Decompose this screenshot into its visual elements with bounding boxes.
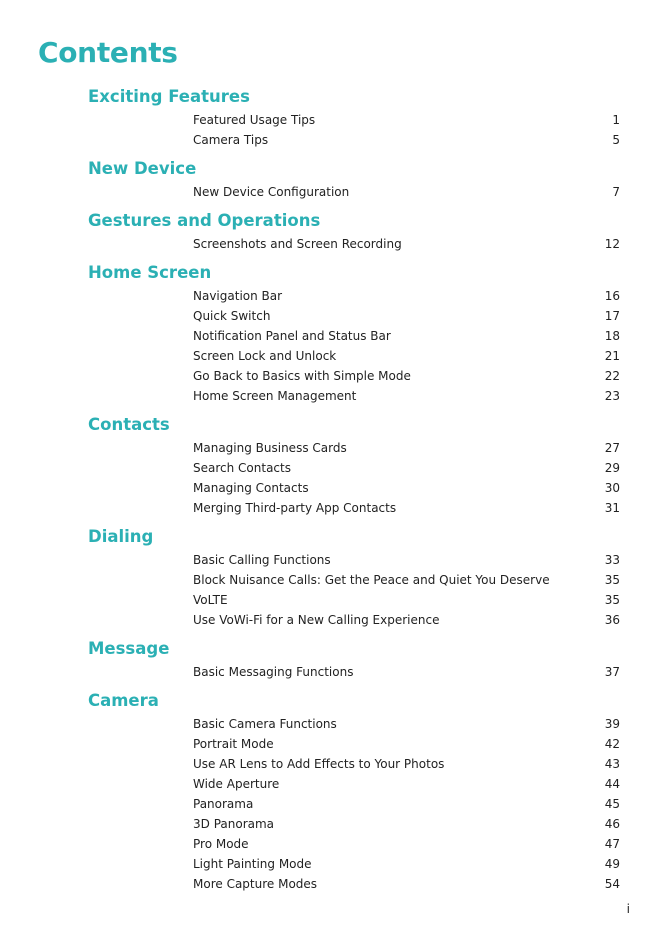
toc-entry[interactable] (193, 438, 620, 458)
toc-entry-label: Basic Camera Functions (193, 717, 337, 731)
toc-entry-label: VoLTE (193, 593, 228, 607)
toc-entry-label: Use AR Lens to Add Effects to Your Photos (193, 757, 445, 771)
page-title: Contents (38, 36, 178, 69)
toc-entry-label: Screenshots and Screen Recording (193, 237, 402, 251)
toc-entry[interactable] (193, 458, 620, 478)
toc-entry-label: Block Nuisance Calls: Get the Peace and Quiet You Deserve (193, 573, 550, 587)
toc-entry-label: Wide Aperture (193, 777, 280, 791)
section-title[interactable]: New Device (88, 159, 197, 178)
toc-entry[interactable] (193, 662, 620, 682)
toc-entry-label: 3D Panorama (193, 817, 275, 831)
toc-entry-label: Notification Panel and Status Bar (193, 329, 391, 343)
toc-entry-page: 12 (604, 237, 620, 251)
toc-entry-label: Screen Lock and Unlock (193, 349, 337, 363)
toc-entry-label: Portrait Mode (193, 737, 274, 751)
entry-list (0, 286, 662, 406)
toc-entry[interactable] (193, 814, 620, 834)
toc-entry-page: 27 (604, 441, 620, 455)
section-title[interactable]: Exciting Features (88, 87, 250, 106)
toc-entry-page: 42 (604, 737, 620, 751)
toc-entry-page: 17 (604, 309, 620, 323)
toc-section (0, 636, 662, 682)
toc-entry[interactable] (193, 734, 620, 754)
toc-entry[interactable] (193, 346, 620, 366)
toc-entry-page: 29 (604, 461, 620, 475)
entry-list (0, 438, 662, 518)
toc-section (0, 412, 662, 518)
toc-entry-page: 37 (604, 665, 620, 679)
toc-entry-page: 49 (604, 857, 620, 871)
toc-entry-page: 18 (604, 329, 620, 343)
toc-entry[interactable] (193, 794, 620, 814)
toc-entry[interactable] (193, 754, 620, 774)
toc-entry[interactable] (193, 714, 620, 734)
toc-entry[interactable] (193, 774, 620, 794)
entry-list (0, 182, 662, 202)
entry-list (0, 550, 662, 630)
toc-entry[interactable] (193, 550, 620, 570)
toc-entry[interactable] (193, 130, 620, 150)
table-of-contents (0, 84, 662, 900)
toc-section (0, 688, 662, 894)
toc-entry-label: Featured Usage Tips (193, 113, 316, 127)
toc-entry-page: 21 (604, 349, 620, 363)
toc-entry[interactable] (193, 326, 620, 346)
toc-entry[interactable] (193, 570, 620, 590)
toc-entry[interactable] (193, 590, 620, 610)
toc-entry[interactable] (193, 110, 620, 130)
toc-entry-label: Managing Contacts (193, 481, 309, 495)
section-title[interactable]: Dialing (88, 527, 154, 546)
entry-list (0, 110, 662, 150)
toc-entry-label: Pro Mode (193, 837, 249, 851)
toc-entry-label: Navigation Bar (193, 289, 283, 303)
toc-entry[interactable] (193, 478, 620, 498)
toc-entry-page: 39 (604, 717, 620, 731)
toc-entry[interactable] (193, 306, 620, 326)
toc-entry-page: 47 (604, 837, 620, 851)
toc-entry-label: Basic Calling Functions (193, 553, 331, 567)
section-title[interactable]: Home Screen (88, 263, 212, 282)
toc-entry[interactable] (193, 498, 620, 518)
toc-entry-page: 35 (604, 593, 620, 607)
toc-entry-page: 54 (604, 877, 620, 891)
toc-entry[interactable] (193, 834, 620, 854)
entry-list (0, 714, 662, 894)
toc-entry-page: 23 (604, 389, 620, 403)
toc-entry-page: 16 (604, 289, 620, 303)
toc-section (0, 84, 662, 150)
section-title[interactable]: Contacts (88, 415, 170, 434)
toc-entry-page: 22 (604, 369, 620, 383)
toc-entry-page: 33 (604, 553, 620, 567)
toc-entry[interactable] (193, 874, 620, 894)
entry-list (0, 234, 662, 254)
toc-entry[interactable] (193, 854, 620, 874)
toc-entry-label: Search Contacts (193, 461, 291, 475)
page-number: i (626, 902, 630, 916)
toc-entry-label: Use VoWi-Fi for a New Calling Experience (193, 613, 440, 627)
toc-entry-page: 46 (604, 817, 620, 831)
toc-entry-page: 30 (604, 481, 620, 495)
toc-entry-label: Merging Third-party App Contacts (193, 501, 397, 515)
toc-entry-label: Quick Switch (193, 309, 271, 323)
toc-entry-page: 36 (604, 613, 620, 627)
entry-list (0, 662, 662, 682)
toc-entry-page: 44 (604, 777, 620, 791)
toc-entry[interactable] (193, 234, 620, 254)
toc-entry-label: More Capture Modes (193, 877, 318, 891)
section-title[interactable]: Message (88, 639, 170, 658)
toc-entry-page: 35 (604, 573, 620, 587)
toc-entry-label: Camera Tips (193, 133, 269, 147)
toc-entry[interactable] (193, 386, 620, 406)
toc-entry-label: Panorama (193, 797, 254, 811)
toc-entry-page: 5 (612, 133, 620, 147)
toc-entry-label: Go Back to Basics with Simple Mode (193, 369, 411, 383)
section-title[interactable]: Gestures and Operations (88, 211, 321, 230)
toc-entry-page: 7 (612, 185, 620, 199)
toc-entry-page: 43 (604, 757, 620, 771)
toc-entry-label: Light Painting Mode (193, 857, 312, 871)
toc-entry[interactable] (193, 366, 620, 386)
toc-entry-label: Home Screen Management (193, 389, 357, 403)
toc-entry-page: 1 (612, 113, 620, 127)
toc-entry-page: 45 (604, 797, 620, 811)
toc-entry[interactable] (193, 610, 620, 630)
toc-section (0, 260, 662, 406)
toc-entry[interactable] (193, 182, 620, 202)
toc-entry-label: Basic Messaging Functions (193, 665, 354, 679)
toc-entry[interactable] (193, 286, 620, 306)
toc-entry-label: New Device Configuration (193, 185, 350, 199)
toc-section (0, 524, 662, 630)
toc-section (0, 208, 662, 254)
toc-section (0, 156, 662, 202)
toc-entry-label: Managing Business Cards (193, 441, 347, 455)
section-title[interactable]: Camera (88, 691, 159, 710)
toc-entry-page: 31 (604, 501, 620, 515)
